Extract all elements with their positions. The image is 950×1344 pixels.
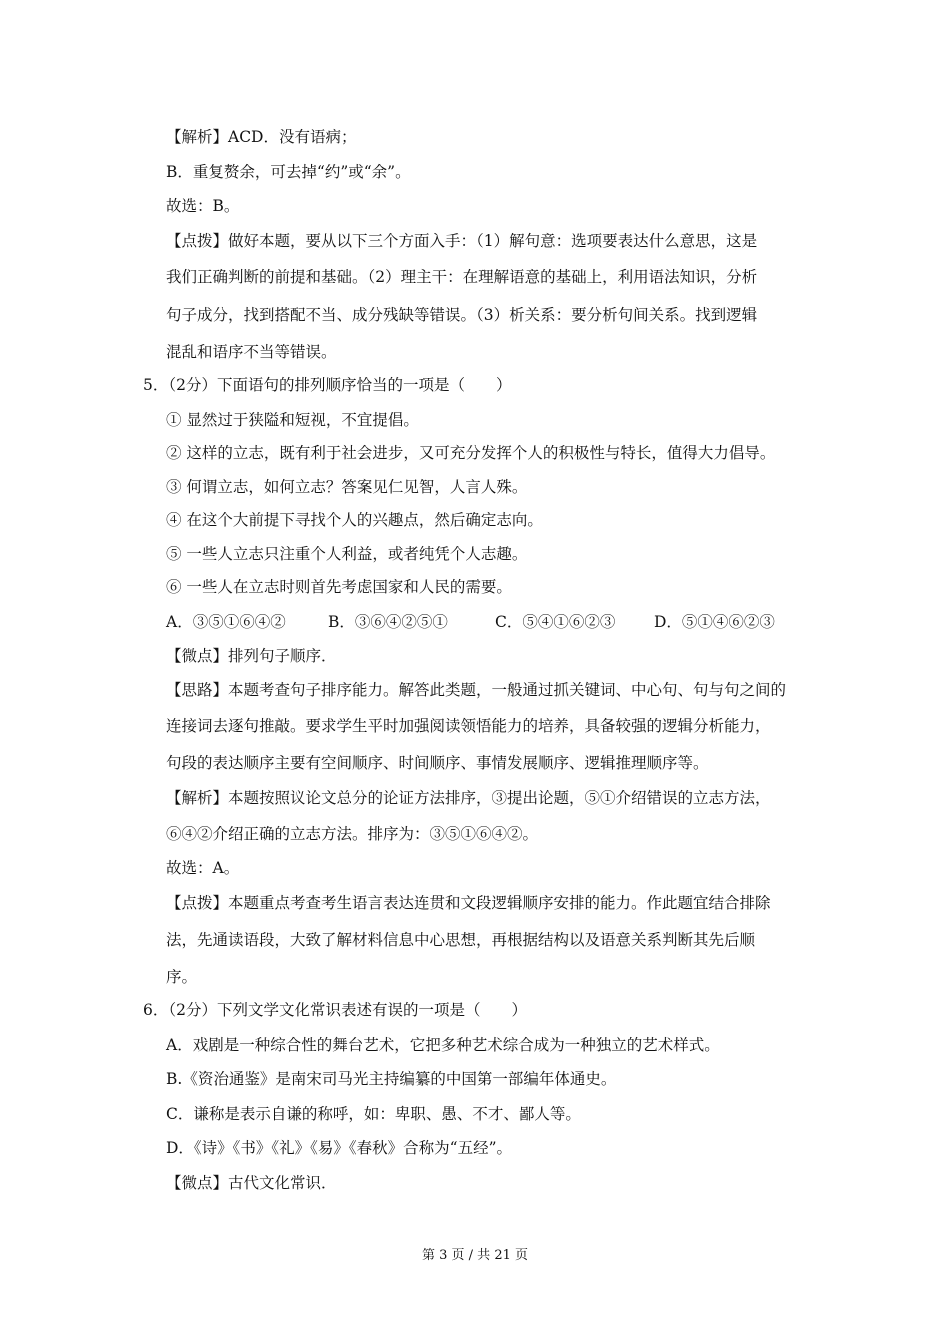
answer-line: 故选：A。 xyxy=(166,859,240,877)
tip-line: 法，先通读语段，大致了解材料信息中心思想，再根据结构以及语意关系判断其先后顺 xyxy=(166,931,756,949)
analysis-line: B．重复赘余，可去掉“约”或“余”。 xyxy=(166,163,411,181)
answer-line: 故选：B。 xyxy=(166,197,240,215)
thinking-line: 句段的表达顺序主要有空间顺序、时间顺序、事情发展顺序、逻辑推理顺序等。 xyxy=(166,754,709,772)
option-c: C．⑤④①⑥②③ xyxy=(495,613,616,631)
micro-point-line: 【微点】排列句子顺序． xyxy=(166,647,337,665)
option-b: B．③⑥④②⑤① xyxy=(328,613,448,631)
analysis-line: 【解析】本题按照议论文总分的论证方法排序，③提出论题，⑤①介绍错误的立志方法， xyxy=(166,789,771,807)
option-a: A．戏剧是一种综合性的舞台艺术，它把多种艺术综合成为一种独立的艺术样式。 xyxy=(166,1036,720,1054)
analysis-line: 【解析】ACD．没有语病； xyxy=(166,128,357,146)
thinking-line: 连接词去逐句推敲。要求学生平时加强阅读领悟能力的培养，具备较强的逻辑分析能力， xyxy=(166,717,771,735)
tip-line: 混乱和语序不当等错误。 xyxy=(166,343,337,361)
tip-line: 【点拨】本题重点考查考生语言表达连贯和文段逻辑顺序安排的能力。作此题宜结合排除 xyxy=(166,894,771,912)
sentence-item: ③ 何谓立志，如何立志？答案见仁见智，人言人殊。 xyxy=(166,478,528,496)
analysis-line: ⑥④②介绍正确的立志方法。排序为：③⑤①⑥④②。 xyxy=(166,825,539,843)
question-6-stem: 6．（2分）下列文学文化常识表述有误的一项是（ ） xyxy=(143,1001,527,1019)
sentence-item: ② 这样的立志，既有利于社会进步，又可充分发挥个人的积极性与特长，值得大力倡导。 xyxy=(166,444,776,462)
question-5-stem: 5．（2分）下面语句的排列顺序恰当的一项是（ ） xyxy=(143,376,512,394)
tip-line: 【点拨】做好本题，要从以下三个方面入手：（1）解句意：选项要表达什么意思，这是 xyxy=(166,232,758,250)
sentence-item: ⑤ 一些人立志只注重个人利益，或者纯凭个人志趣。 xyxy=(166,545,528,563)
page-footer: 第 3 页 / 共 21 页 xyxy=(422,1248,528,1263)
tip-line: 句子成分，找到搭配不当、成分残缺等错误。（3）析关系：要分析句间关系。找到逻辑 xyxy=(166,306,758,324)
sentence-item: ⑥ 一些人在立志时则首先考虑国家和人民的需要。 xyxy=(166,578,512,596)
option-a: A．③⑤①⑥④② xyxy=(166,613,286,631)
tip-line: 序。 xyxy=(166,968,198,986)
tip-line: 我们正确判断的前提和基础。（2）理主干：在理解语意的基础上，利用语法知识，分析 xyxy=(166,268,758,286)
option-d: D．⑤①④⑥②③ xyxy=(654,613,775,631)
thinking-line: 【思路】本题考查句子排序能力。解答此类题，一般通过抓关键词、中心句、句与句之间的 xyxy=(166,681,787,699)
micro-point-line: 【微点】古代文化常识． xyxy=(166,1174,337,1192)
option-d: D．《诗》《书》《礼》《易》《春秋》合称为“五经”。 xyxy=(166,1139,513,1157)
sentence-item: ④ 在这个大前提下寻找个人的兴趣点，然后确定志向。 xyxy=(166,511,543,529)
option-c: C．谦称是表示自谦的称呼，如：卑职、愚、不才、鄙人等。 xyxy=(166,1105,581,1123)
option-b: B.《资治通鉴》是南宋司马光主持编纂的中国第一部编年体通史。 xyxy=(166,1070,617,1088)
sentence-item: ① 显然过于狭隘和短视，不宜提倡。 xyxy=(166,411,419,429)
